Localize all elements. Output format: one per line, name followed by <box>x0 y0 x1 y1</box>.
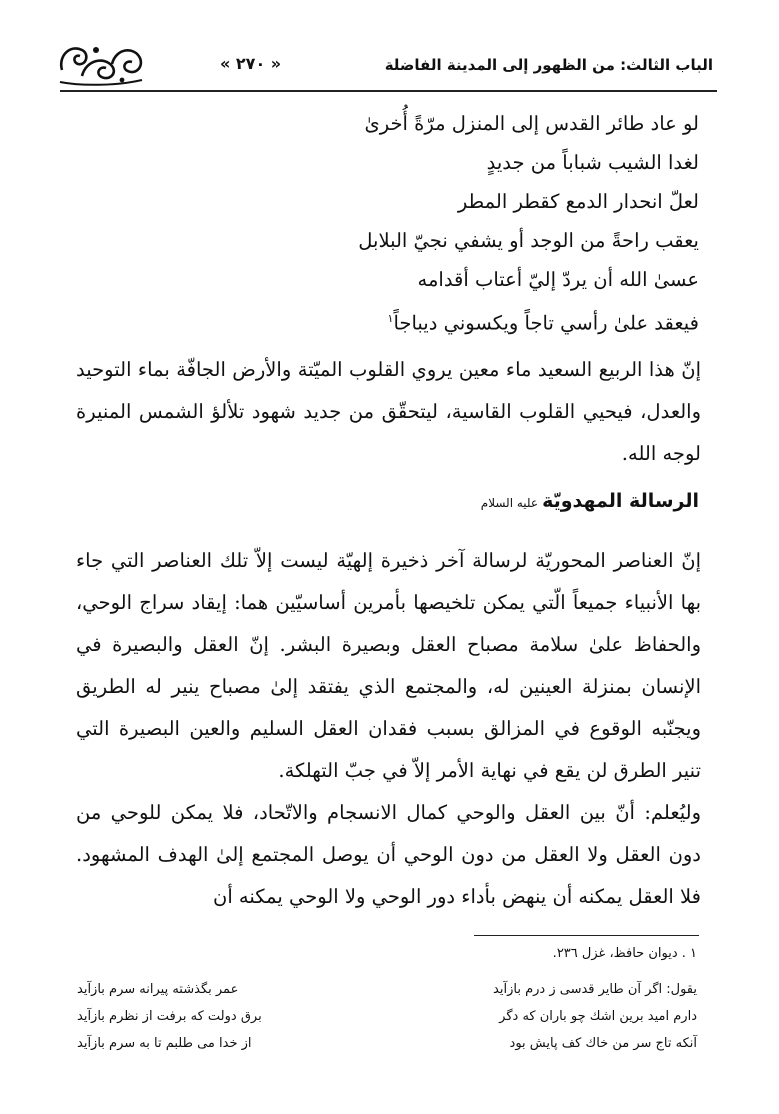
verse-row <box>77 1030 697 1057</box>
running-title: الباب الثالث: من الظهور إلى المدينة الفاضلة <box>384 56 713 74</box>
poem-line: لغدا الشيب شباباً من جديدٍ <box>486 151 699 174</box>
page-number: « ٢٧٠ » <box>220 54 282 73</box>
body-paragraph: وليُعلم: أنّ بين العقل والوحي كمال الانسجام والاتّحاد، فلا يمكن للوحي من دون العقل ولا العقل من دون الوحي أن يوصل المجتمع إلىٰ الهدف المشهود. فلا العقل يمكنه أن ينهض بأداء دور الوحي ولا الوحي يمكنه أن <box>76 801 701 908</box>
verse-row <box>77 1003 697 1030</box>
poem-line: يعقب راحةً من الوجد أو يشفي نجيّ البلابل <box>358 229 699 252</box>
section-heading-text: الرسالة المهدويّة <box>542 490 699 512</box>
floral-ornament-icon <box>56 36 144 88</box>
section-heading <box>481 490 699 512</box>
footnote-reference: ١ <box>387 312 394 325</box>
verse-hemistich: آنكه تاج سر من خاك كف پايش بود <box>509 1036 697 1051</box>
body-paragraph: إنّ العناصر المحوريّة لرسالة آخر ذخيرة إلهيّة ليست إلاّ تلك العناصر التي جاء بها الأنبياء جميعاً الّتي يمكن تلخيصها بأمرين أساسيّين هما: إيقاد سراج الوحي، والحفاظ علىٰ سلامة مصباح العقل وبصيرة البشر. إنّ العقل والبصيرة في الإنسان بمنزلة العينين له، والمجتمع الذي يفتقد إلىٰ مصباح ينير له الطريق ويجنّبه الوقوع في المزالق بسبب فقدان العقل السليم والعين البصيرة التي تنير الطرق لن يقع في نهاية الأمر إلاّ في جبّ التهلكة. <box>76 549 701 782</box>
poem-block <box>79 104 699 338</box>
verse-hemistich: برق دولت كه برفت از نظرم بازآيد <box>77 1009 262 1024</box>
poem-line: لعلّ انحدار الدمع كقطر المطر <box>457 190 699 213</box>
intro-paragraph: إنّ هذا الربيع السعيد ماء معين يروي القلوب الميّتة والأرض الجافّة بماء التوحيد والعدل، فيحيي القلوب القاسية، ليتحقّق من جديد شهود تلألؤ الشمس المنيرة لوجه الله. <box>76 358 701 465</box>
page-header <box>60 36 717 92</box>
verse-hemistich: يقول: اگر آن طاير قدسى ز درم بازآيد <box>493 982 697 997</box>
footnote-divider <box>474 935 699 936</box>
verse-hemistich: عمر بگذشته پيرانه سرم بازآيد <box>77 982 239 997</box>
footnote-verses <box>77 976 697 1057</box>
poem-line-last <box>79 299 699 338</box>
poem-line: عسىٰ الله أن يردّ إليّ أعتاب أقدامه <box>417 268 699 291</box>
poem-line: لو عاد طائر القدس إلى المنزل مرّةً أُخرىٰ <box>364 112 699 135</box>
honorific-mark: عليه السلام <box>480 496 539 510</box>
verse-hemistich: دارم اميد برين اشك چو باران كه دگر <box>499 1009 697 1024</box>
footnote-citation: ١ . ديوان حافظ، غزل ٢٣٦. <box>552 946 697 961</box>
verse-hemistich: از خدا مى طلبم تا به سرم بازآيد <box>77 1036 252 1051</box>
verse-row <box>77 976 697 1003</box>
poem-line-text: فيعقد علىٰ رأسي تاجاً ويكسوني ديباجاً <box>393 311 699 335</box>
